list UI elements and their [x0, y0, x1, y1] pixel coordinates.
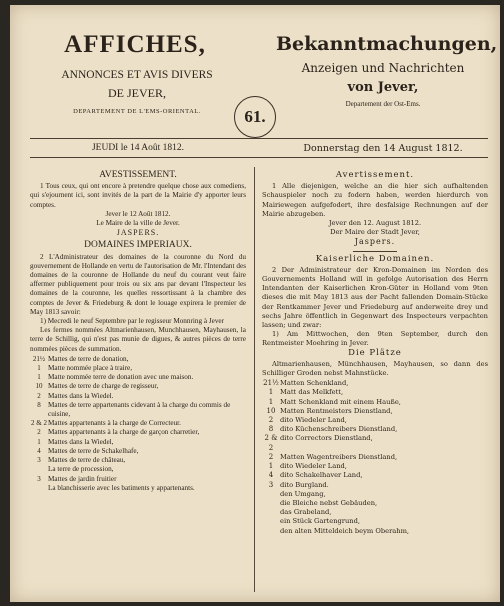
list-item: [262, 416, 488, 425]
list-item: [262, 453, 488, 462]
list-item: [30, 456, 246, 465]
item-quantity: [30, 484, 48, 493]
de-separator: [353, 251, 397, 252]
item-quantity: 21½: [32, 354, 46, 363]
german-subtitle: Anzeigen und Nachrichten: [301, 61, 465, 75]
french-department: DEPARTEMENT DE L'EMS-ORIENTAL.: [73, 108, 201, 115]
item-text: Matt Schenkland mit einem Hauße,: [280, 397, 401, 406]
german-department: Departement der Ost-Ems.: [345, 100, 421, 108]
issue-number: 61.: [234, 96, 276, 138]
item-text: Mattes dans la Wiedel,: [48, 437, 114, 446]
newspaper-page: [10, 5, 500, 602]
de-avis-place: Jever den 12. August 1812.: [328, 219, 422, 228]
fr-avis-place: Jever le 12 Août 1812.: [105, 209, 171, 218]
item-text: Mattes appartenants à la charge de Correcteur.: [48, 419, 181, 428]
list-item: [262, 471, 488, 480]
list-item: [30, 447, 246, 456]
de-item-list: [262, 379, 488, 535]
item-text: Mattes dans la Wiedel.: [48, 391, 114, 400]
item-quantity: 1: [37, 437, 41, 446]
item-quantity: 1: [268, 462, 274, 471]
list-item: [262, 425, 488, 434]
item-text: dito Küchenschreibers Dienstland,: [280, 425, 398, 434]
item-quantity: [30, 465, 48, 474]
list-item: [30, 419, 246, 428]
item-text: Matte nommée terre de donation avec une maison.: [48, 373, 194, 382]
item-text: dito Wiedeler Land,: [280, 416, 347, 425]
item-text: Mattes de terre de charge de regisseur,: [48, 382, 159, 391]
item-quantity: 21½: [263, 379, 279, 388]
item-quantity: 10: [266, 406, 276, 415]
item-quantity: [262, 527, 280, 536]
item-quantity: 8: [268, 425, 274, 434]
item-text: das Grabeland,: [280, 508, 332, 517]
fr-avis-heading: AVESTISSEMENT.: [99, 170, 177, 180]
item-quantity: 2 & 2: [264, 434, 278, 452]
item-text: Matten Rentmeisters Dienstland,: [280, 406, 393, 415]
item-quantity: 3: [37, 474, 41, 483]
item-text: Matte nommée place à traire,: [48, 364, 133, 373]
list-item: [30, 392, 246, 401]
de-domaines-heading: Kaiserliche Domainen.: [315, 253, 435, 264]
masthead: [10, 5, 500, 170]
list-item: [30, 484, 246, 493]
fr-avis-signature: JASPERS.: [116, 228, 160, 238]
item-text: Mattes de terre de Schakelhafe,: [48, 446, 139, 455]
list-item: [262, 481, 488, 490]
list-item: [262, 407, 488, 416]
item-text: ein Stück Gartengrund,: [280, 517, 361, 526]
item-quantity: [262, 499, 280, 508]
fr-domaines-text: 2 L'Administrateur des domaines de la couronne du Nord du gouvernement de Hollande en vertu de l'autorisation de Mr. l'Intendant des domaines de la couronne de Hollande du neuf du courant veut faire affermer publiquement pour trois ou six ans par devant l'Inspecteur les domaines de la couronne, les quelles ressortissant à la chambre des comptes de Jever & Friedeburg & dont le louage expirera le premier de May 1813 savoir:: [30, 252, 246, 316]
item-quantity: 10: [35, 382, 43, 391]
french-date: JEUDI le 14 Août 1812.: [91, 143, 185, 153]
list-item: [262, 388, 488, 397]
item-quantity: 4: [268, 471, 274, 480]
list-item: [262, 398, 488, 407]
list-item: [30, 428, 246, 437]
fr-item-list: [30, 355, 246, 493]
masthead-rule-bottom: [30, 157, 488, 158]
item-quantity: 2: [268, 416, 274, 425]
item-text: dito Burgland.: [280, 480, 329, 489]
list-item: [30, 475, 246, 484]
list-item: [30, 401, 246, 419]
fr-fermes: Les fermes nommées Altmarienhausen, Munchhausen, Mayhausen, la terre de Schillig, qui n'est pas munie de digues, & autres pièces de terre nommées pièces de summation.: [30, 326, 246, 353]
german-title: Bekanntmachungen,: [276, 33, 498, 55]
item-text: die Bleiche nebst Gebäuden,: [280, 498, 378, 507]
item-quantity: [262, 508, 280, 517]
french-title: AFFICHES,: [64, 31, 206, 58]
item-quantity: 2 & 2: [31, 419, 47, 428]
list-item: [262, 517, 488, 526]
item-quantity: 4: [37, 446, 41, 455]
item-quantity: [262, 490, 280, 499]
item-quantity: 1: [37, 373, 41, 382]
de-avis-heading: Avertissement.: [335, 170, 415, 180]
item-text: den Umgang,: [280, 489, 326, 498]
list-item: [262, 508, 488, 517]
de-domaines-text: 2 Der Administrateur der Kron-Domainen im Norden des Gouvernements Holland will in gefolge Autorisation des Herrn Intendanten der Kaiserlichen Kron-Güter in Holland vom 9ten dieses die mit May 1813 aus der Pacht fallenden Domain-Stücke der Rentkammer Jever und Friedeburg auf anderweite drey und sechs Jahre öffentlich in Gegenwart des Inspecteurs verpachten lassen; und zwar:: [262, 265, 488, 330]
item-text: Mattes de jardin fruitier: [48, 474, 117, 483]
item-text: La terre de procession,: [48, 465, 114, 474]
list-item: [30, 465, 246, 474]
item-quantity: 3: [37, 456, 41, 465]
fr-avis-text: 1 Tous ceux, qui ont encore à pretendre quelque chose aux comediens, qui s'ejournent ici, sont invités de la part de la Mairie d'y apporter leurs comptes.: [30, 182, 246, 209]
list-item: [30, 364, 246, 373]
list-item: [30, 438, 246, 447]
german-date: Donnerstag den 14 August 1812.: [303, 143, 463, 154]
item-quantity: 2: [268, 452, 274, 461]
item-text: dito Schakelhaver Land,: [280, 471, 363, 480]
column-divider: [254, 167, 255, 592]
list-item: [262, 490, 488, 499]
item-text: Matten Schenkland,: [280, 379, 349, 388]
german-place: von Jever,: [347, 80, 419, 95]
de-avis-office: Der Maire der Stadt Jever,: [330, 228, 420, 237]
item-text: La blanchisserie avec les batiments y appartenants.: [48, 483, 195, 492]
item-quantity: 2: [37, 391, 41, 400]
french-place: DE JEVER,: [108, 86, 166, 100]
item-quantity: 3: [268, 480, 274, 489]
item-text: Mattes de terre de château,: [48, 456, 126, 465]
item-quantity: 1: [268, 397, 274, 406]
item-text: Matt das Melkfett,: [280, 388, 344, 397]
masthead-rule-top: [30, 138, 488, 139]
item-quantity: 1: [268, 388, 274, 397]
item-quantity: 1: [37, 364, 41, 373]
list-item: [30, 355, 246, 364]
de-avis-text: 1 Alle diejenigen, welche an die hier sich aufhaltenden Schauspieler noch zu fodern haben, werden hierdurch von Mairiewegen aufgefodert, ihre desfalsige Rechnungen auf der Mairie abzugeben.: [262, 182, 488, 218]
de-avis-signature: Jaspers.: [354, 237, 396, 247]
item-text: Mattes de terre de donation,: [48, 354, 129, 363]
de-date-line: 1) Am Mittwochen, den 9ten September, durch den Rentmeister Moehring in Jever.: [262, 330, 488, 348]
item-quantity: [262, 517, 280, 526]
list-item: [262, 527, 488, 536]
de-plaetze-heading: Die Plätze: [348, 347, 402, 358]
item-text: Mattes de terre appartenants cidevant à la charge du commis de cuisine,: [48, 400, 231, 419]
list-item: [262, 434, 488, 452]
french-column: [30, 171, 246, 493]
item-text: dito Correctors Dienstland,: [280, 434, 373, 443]
list-item: [262, 499, 488, 508]
list-item: [30, 382, 246, 391]
list-item: [30, 373, 246, 382]
french-subtitle: ANNONCES ET AVIS DIVERS: [61, 69, 213, 81]
item-text: dito Wiedeler Land,: [280, 462, 347, 471]
fr-domaines-heading: DOMAINES IMPERIAUX.: [84, 240, 192, 251]
german-column: [262, 171, 488, 536]
item-text: den alten Mitteldeich beym Oberahm,: [280, 526, 410, 535]
item-quantity: 8: [37, 400, 41, 409]
item-quantity: 2: [37, 428, 41, 437]
list-item: [262, 462, 488, 471]
fr-avis-office: Le Maire de la ville de Jever.: [96, 219, 180, 228]
de-plaetze-text: Altmarienhausen, Münchhausen, Mayhausen, so dann des Schilliger Groden nebst Mahnstücke.: [262, 359, 488, 378]
list-item: [262, 379, 488, 388]
item-text: Mattes appartenants à la charge de garçon charretier,: [48, 428, 200, 437]
fr-date-line: 1) Mecredi le neuf Septembre par le regisseur Monnring à Jever: [40, 317, 225, 326]
item-text: Matten Wagentreibers Dienstland,: [280, 452, 398, 461]
